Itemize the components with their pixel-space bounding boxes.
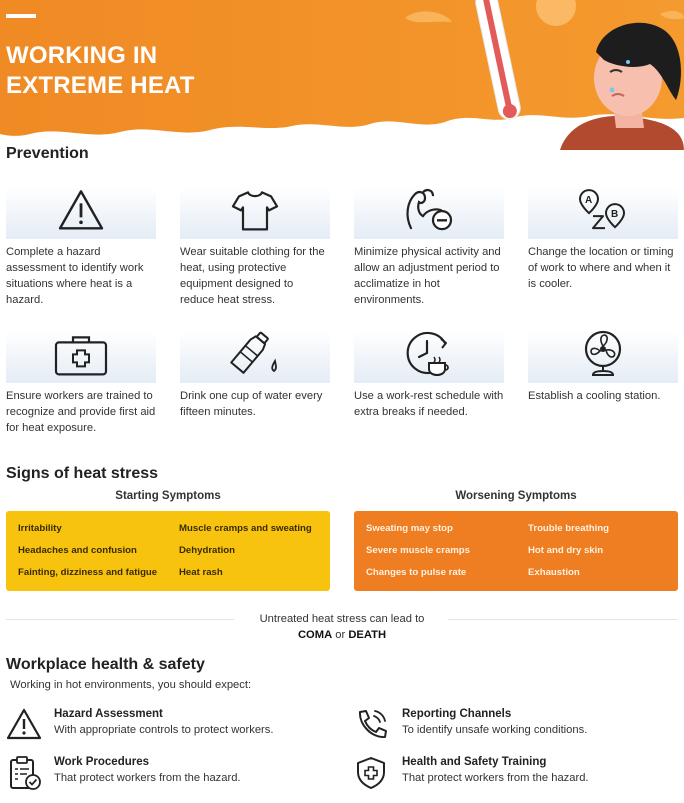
prevention-card-clothing [180, 187, 330, 308]
clock-coffee-icon [401, 329, 457, 379]
prevention-card-text: Wear suitable clothing for the heat, using protective equipment designed to reduce heat stress. [180, 246, 325, 306]
prevention-card-hazard-assessment [6, 187, 156, 308]
phone-icon [354, 708, 390, 740]
workplace-item-title: Work Procedures [54, 756, 150, 768]
symptom-item: Changes to pulse rate [366, 567, 467, 578]
symptom-item: Headaches and confusion [18, 545, 137, 556]
symptom-item: Sweating may stop [366, 523, 453, 534]
signs-heading: Signs of heat stress [6, 465, 159, 482]
warning-outcome [0, 629, 684, 641]
symptom-item: Severe muscle cramps [366, 545, 470, 556]
workplace-subline: Working in hot environments, you should expect: [10, 679, 252, 691]
prevention-card-cooling [528, 331, 678, 404]
prevention-card-water [180, 331, 330, 420]
prevention-card-location [528, 187, 678, 292]
first-aid-kit-icon [53, 332, 109, 376]
prevention-card-work-rest [354, 331, 504, 420]
page-title: WORKING IN EXTREME HEAT [6, 42, 195, 99]
shield-cross-icon [354, 756, 390, 790]
hazard-icon [6, 708, 42, 740]
starting-symptoms-box [6, 511, 330, 591]
prevention-card-text: Use a work-rest schedule with extra breaks if needed. [354, 390, 504, 418]
symptom-item: Fainting, dizziness and fatigue [18, 567, 158, 578]
symptom-item: Heat rash [179, 567, 223, 578]
prevention-card-text: Minimize physical activity and allow an adjustment period to acclimatize in hot environments. [354, 246, 501, 306]
header-banner [0, 0, 684, 150]
warning-text: Untreated heat stress can lead to [259, 613, 425, 625]
warning-or: or [335, 629, 346, 641]
workplace-item-desc: That protect workers from the hazard. [402, 772, 589, 784]
svg-text:A: A [585, 195, 593, 207]
route-a-to-b-icon [577, 186, 629, 234]
header-dash [6, 14, 36, 18]
fan-icon [579, 329, 627, 379]
workplace-item-title: Hazard Assessment [54, 708, 163, 720]
workplace-item-desc: To identify unsafe working conditions. [402, 724, 588, 736]
symptom-item: Exhaustion [528, 567, 580, 578]
workplace-heading: Workplace health & safety [6, 656, 205, 673]
water-bottle-icon [227, 329, 283, 379]
prevention-card-activity [354, 187, 504, 308]
svg-text:B: B [611, 209, 619, 221]
prevention-heading: Prevention [6, 145, 89, 162]
workplace-item-title: Health and Safety Training [402, 756, 547, 768]
workplace-item-title: Reporting Channels [402, 708, 512, 720]
symptom-item: Dehydration [179, 545, 235, 556]
worsening-symptoms-label: Worsening Symptoms [455, 490, 577, 502]
prevention-card-text: Change the location or timing of work to where and when it is cooler. [528, 246, 674, 290]
symptom-item: Muscle cramps and sweating [179, 523, 312, 534]
symptom-item: Irritability [18, 523, 62, 534]
warning-coma: COMA [297, 629, 333, 641]
workplace-item-desc: That protect workers from the hazard. [54, 772, 241, 784]
prevention-card-text: Drink one cup of water every fifteen minutes. [180, 390, 323, 418]
workplace-item-desc: With appropriate controls to protect workers. [54, 724, 274, 736]
prevention-card-text: Establish a cooling station. [528, 390, 661, 402]
prevention-card-text: Complete a hazard assessment to identify work situations where heat is a hazard. [6, 246, 144, 306]
arm-minus-icon [401, 186, 457, 234]
starting-symptoms-label: Starting Symptoms [115, 490, 221, 502]
prevention-card-text: Ensure workers are trained to recognize and provide first aid for heat exposure. [6, 390, 156, 434]
warning-death: DEATH [348, 629, 387, 641]
symptom-item: Trouble breathing [528, 523, 610, 534]
clipboard-check-icon [6, 756, 42, 790]
symptom-item: Hot and dry skin [528, 545, 604, 556]
worsening-symptoms-box [354, 511, 678, 591]
warning-triangle-icon [57, 188, 105, 232]
t-shirt-icon [231, 188, 279, 232]
prevention-card-first-aid [6, 331, 156, 436]
